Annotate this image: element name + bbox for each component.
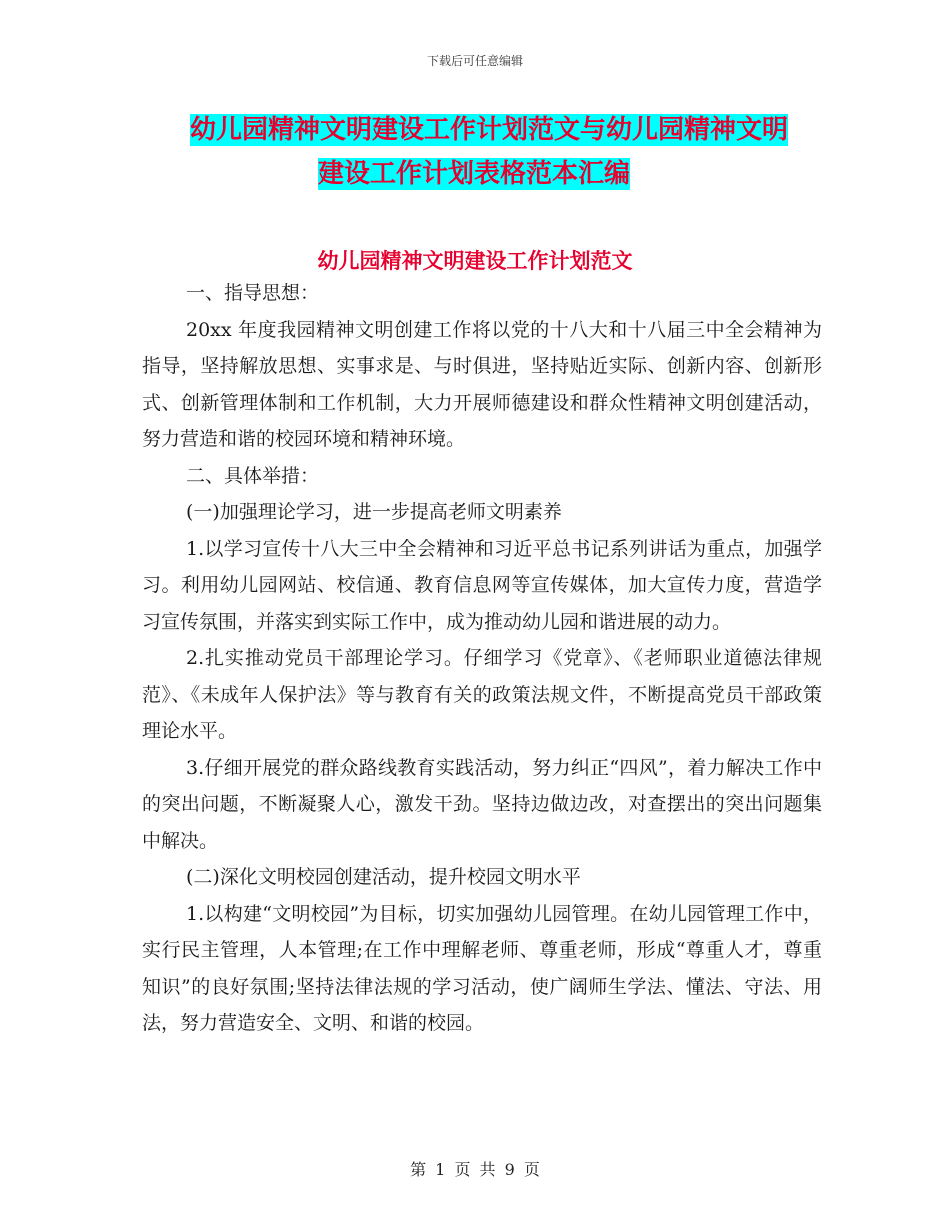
paragraph-item-1: 1.以学习宣传十八大三中全会精神和习近平总书记系列讲话为重点，加强学习。利用幼儿园网站、校信通、教育信息网等宣传媒体，加大宣传力度，营造学习宣传氛围，并落实到实际工作中，成为推动幼儿园和谐进展的动力。 [142, 537, 822, 633]
document-body [142, 275, 822, 1042]
subheading-theory-study: (一)加强理论学习，进一步提高老师文明素养 [186, 501, 562, 523]
paragraph-guiding-ideology: 20xx 年度我园精神文明创建工作将以党的十八大和十八届三中全会精神为指导，坚持解放思想、实事求是、与时俱进，坚持贴近实际、创新内容、创新形式、创新管理体制和工作机制，大力开展师德建设和群众性精神文明创建活动，努力营造和谐的校园环境和精神环境。 [142, 318, 822, 450]
heading-guiding-ideology: 一、指导思想： [186, 282, 320, 304]
title-line-1-text: 幼儿园精神文明建设工作计划范文与幼儿园精神文明 [190, 115, 789, 145]
subheading-civilized-campus: (二)深化文明校园创建活动，提升校园文明水平 [186, 866, 581, 888]
heading-specific-measures: 二、具体举措： [186, 464, 320, 487]
paragraph-item-3: 3.仔细开展党的群众路线教育实践活动，努力纠正“四风”，着力解决工作中的突出问题，不断凝聚人心，激发干劲。坚持边做边改，对查摆出的突出问题集中解决。 [142, 756, 822, 852]
paragraph-campus-item-1: 1.以构建“文明校园”为目标，切实加强幼儿园管理。在幼儿园管理工作中，实行民主管理，人本管理;在工作中理解老师、尊重老师，形成“尊重人才，尊重知识”的良好氛围;坚持法律法规的学习活动，使广阔师生学法、懂法、守法、用法，努力营造安全、文明、和谐的校园。 [142, 902, 822, 1034]
page-footer: 第 1 页 共 9 页 [410, 1160, 540, 1179]
paragraph-item-2: 2.扎实推动党员干部理论学习。仔细学习《党章》、《老师职业道德法律规范》、《未成年人保护法》等与教育有关的政策法规文件，不断提高党员干部政策理论水平。 [142, 647, 822, 742]
title-line-2 [190, 152, 810, 196]
header-note: 下载后可任意编辑 [426, 54, 523, 68]
section-title: 幼儿园精神文明建设工作计划范文 [317, 249, 633, 273]
document-title [190, 108, 810, 196]
title-line-2-text: 建设工作计划表格范本汇编 [318, 159, 631, 189]
title-line-1 [190, 108, 810, 152]
